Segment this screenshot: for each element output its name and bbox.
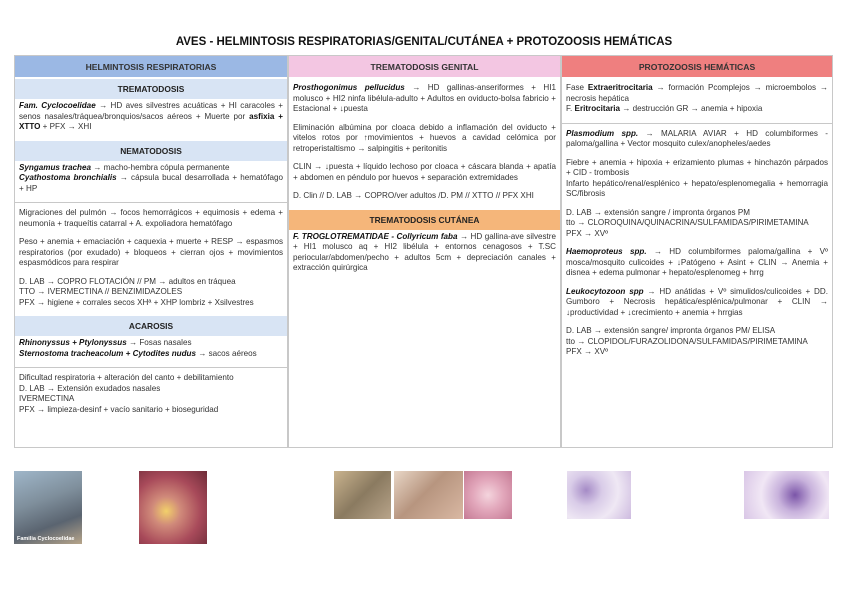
haemoproteus-text: Haemoproteus spp. → HD columbiformes paloma/gallina + Vº mosca/mosquito culicoides + ↓Patógeno + Asint + CLIN → Anemia + disnea + edema pulmonar + hepato/esplenomeg + hrrg [566,247,828,278]
column-protozoosis [561,55,833,448]
header-genital: TREMATODOSIS GENITAL [289,56,560,77]
photo-collyricum-2 [394,471,463,519]
final-diagnosis: D. LAB → extensión sangre/ impronta órganos PM/ ELISA tto → CLOPIDOL/FURAZOLIDONA/SULFAMIDAS/PIRIMETAMINA PFX → XVº [566,326,808,357]
genital-pathogenesis: Eliminación albúmina por cloaca debido a inflamación del oviducto + vitelos rotos por ↑movimientos + huevos a cavidad celómica por retroperistaltismo → salpingitis + peritonitis [293,122,556,153]
phases-text: Fase Extraeritrocitaria → formación Pcomplejos → microembolos → necrosis hepática F. Eritrocitaria → destrucción GR → anemia + hipoxia [566,83,828,114]
genital-diagnosis: D. Clin // D. LAB → COPRO/ver adultos /D. PM // XTTO // PFX XHI [293,191,534,201]
photo-collyricum-1 [334,471,391,519]
section-trematodosis: TREMATODOSIS [15,79,287,99]
photo-histology [464,471,512,519]
section-nematodosis: NEMATODOSIS [15,141,287,161]
genital-species: Prosthogonimus pellucidus → HD gallinas-anseriformes + HI1 molusco + HI2 ninfa libélula-adulto + Adultos en oviducto-bolsa fabricio + Estacional + ↓puesta [293,83,556,114]
photo-blood-smear [744,471,829,519]
header-protozoosis: PROTOZOOSIS HEMÁTICAS [562,56,832,77]
leukocytozoon-text: Leukocytozoon spp → HD anátidas + Vº simulidos/culicoides + DD. Gumboro + Necrosis hepática/esplénica/pulmonar + CLIN → ↓productividad + ↓crecimiento + anemia + hrrgias [566,286,828,317]
nematodosis-diagnosis: D. LAB → COPRO FLOTACIÓN // PM → adultos en tráquea TTO → IVERMECTINA // BENZIMIDAZOLES PFX → higiene + corrales secos XHª + XHP lombriz + Xsilvestres [19,276,254,307]
photo-trachea-syngamus [139,471,207,544]
genital-clinical: CLIN → ↓puesta + líquido lechoso por cloaca + cáscara blanda + apatía + abdomen en péndulo por huevos + separación extremidades [293,162,556,182]
header-respiratory: HELMINTOSIS RESPIRATORIAS [15,56,287,77]
photo-bird-cyclocoelidae: Familia Cyclocoelidae [14,471,82,544]
nematodosis-species: Syngamus trachea → macho-hembra cópula permanente Cyathostoma bronchialis → cápsula bucal desarrollada + hematófago + HP [19,162,283,193]
trematodosis-text: Fam. Cyclocoelidae → HD aves silvestres acuáticas + HI caracoles + senos nasales/tráquea/bronquios/sacos aéreos + Muerte por asfixia + XTTO + PFX → XHI [19,101,284,132]
column-genital [288,55,561,448]
plasmodium-signs: Fiebre + anemia + hipoxia + erizamiento plumas + hinchazón párpados + CID - trombosis Infarto hepático/renal/esplénico + hepato/esplenomegalia + hemorragia SC/fibrosis [566,157,828,199]
section-acarosis: ACAROSIS [15,316,287,336]
nematodosis-lesions: Migraciones del pulmón → focos hemorrágicos + equimosis + edema + neumonía + traqueítis catarral + A. expoliadora hematófago [15,202,287,229]
plasmodium-text: Plasmodium spp. → MALARIA AVIAR + HD columbiformes - paloma/gallina + Vector mosquito culex/anopheles/aedes [562,123,832,150]
acarosis-species: Rhinonyssus + Ptylonyssus → Fosas nasales Sternostoma tracheacolum + Cytodites nudus → sacos aéreos [19,338,257,358]
nematodosis-signs: Peso + anemia + emaciación + caquexia + muerte + RESP → espasmos respiratorios (por exudado) + bloqueos + cierran ojos + movimientos espasmódicos para respirar [19,237,283,268]
page-title: AVES - HELMINTOSIS RESPIRATORIAS/GENITAL/CUTÁNEA + PROTOZOOSIS HEMÁTICAS [175,36,673,48]
section-cutanea: TREMATODOSIS CUTÁNEA [289,210,560,230]
cutanea-text: F. TROGLOTREMATIDAE - Collyricum faba → HD gallina-ave silvestre + HI1 molusco aq + HI2 libélula + entornos cenagosos + T.SC periocular/abdomen/pecho + adultos 5cm + depreciación canales + extracción quirúrgica [293,231,557,273]
plasmodium-diagnosis: D. LAB → extensión sangre / impronta órganos PM tto → CLOROQUINA/QUINACRINA/SULFAMIDAS/PIRIMETAMINA PFX → XVº [566,207,809,238]
acarosis-details: Dificultad respiratoria + alteración del canto + debilitamiento D. LAB → Extensión exudados nasales IVERMECTINA PFX → limpieza-desinf + vacío sanitario + bioseguridad [15,367,287,415]
column-respiratory [14,55,288,448]
photo-plasmodium-smear [567,471,631,519]
